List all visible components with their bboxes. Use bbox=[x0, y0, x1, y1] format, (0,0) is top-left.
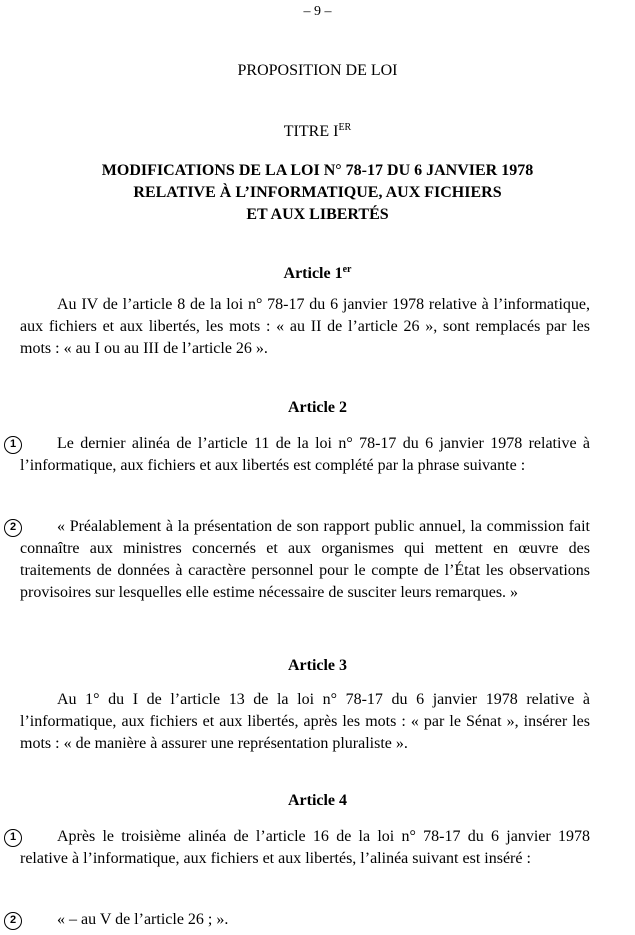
article-1-heading bbox=[0, 264, 635, 283]
article-heading-sup: er bbox=[342, 264, 352, 275]
article-2-heading: Article 2 bbox=[287, 399, 348, 416]
main-title bbox=[0, 160, 635, 226]
article-heading-text: Article 1 bbox=[283, 265, 343, 282]
paragraph-number-icon: 1 bbox=[4, 829, 22, 847]
main-title-line: RELATIVE À L’INFORMATIQUE, AUX FICHIERS bbox=[133, 184, 502, 201]
article-2-paragraph-2: « Préalablement à la présentation de son rapport public annuel, la commission fait connaître aux ministres concernés et aux organismes qui mettent en œuvre des traitements de données à caractère personnel pour le compte de l’État les observations provisoires sur lesquelles elle estime nécessaire de susciter leurs remarques. » bbox=[20, 518, 590, 601]
main-title-line: MODIFICATIONS DE LA LOI N° 78-17 DU 6 JANVIER 1978 bbox=[101, 162, 534, 179]
article-3-heading: Article 3 bbox=[287, 657, 348, 674]
main-title-line: ET AUX LIBERTÉS bbox=[246, 206, 389, 223]
titre-heading bbox=[0, 122, 635, 141]
paragraph-number-icon: 1 bbox=[4, 436, 22, 454]
article-4-paragraph-2: « – au V de l’article 26 ; ». bbox=[57, 911, 229, 928]
article-4-paragraph-1: Après le troisième alinéa de l’article 16 de la loi n° 78-17 du 6 janvier 1978 relative à l’informatique, aux fichiers et aux libertés, l’alinéa suivant est inséré : bbox=[20, 828, 590, 867]
paragraph-number-icon: 2 bbox=[4, 912, 22, 930]
paragraph-number-icon: 2 bbox=[4, 519, 22, 537]
document-type-heading: PROPOSITION DE LOI bbox=[237, 62, 398, 79]
titre-sup: ER bbox=[338, 122, 352, 133]
page-number: – 9 – bbox=[303, 4, 332, 19]
article-4-heading: Article 4 bbox=[287, 792, 348, 809]
article-2-paragraph-1: Le dernier alinéa de l’article 11 de la loi n° 78-17 du 6 janvier 1978 relative à l’informatique, aux fichiers et aux libertés est complété par la phrase suivante : bbox=[20, 435, 590, 474]
article-3-paragraph: Au 1° du I de l’article 13 de la loi n° 78-17 du 6 janvier 1978 relative à l’informatique, aux fichiers et aux libertés, après les mots : « par le Sénat », insérer les mots : « de manière à assurer une représentation pluraliste ». bbox=[20, 691, 590, 752]
titre-text: TITRE I bbox=[283, 123, 339, 140]
article-1-paragraph: Au IV de l’article 8 de la loi n° 78-17 du 6 janvier 1978 relative à l’informatique, aux fichiers et aux libertés, les mots : « au II de l’article 26 », sont remplacés par les mots : « au I ou au III de l’article 26 ». bbox=[20, 296, 590, 357]
